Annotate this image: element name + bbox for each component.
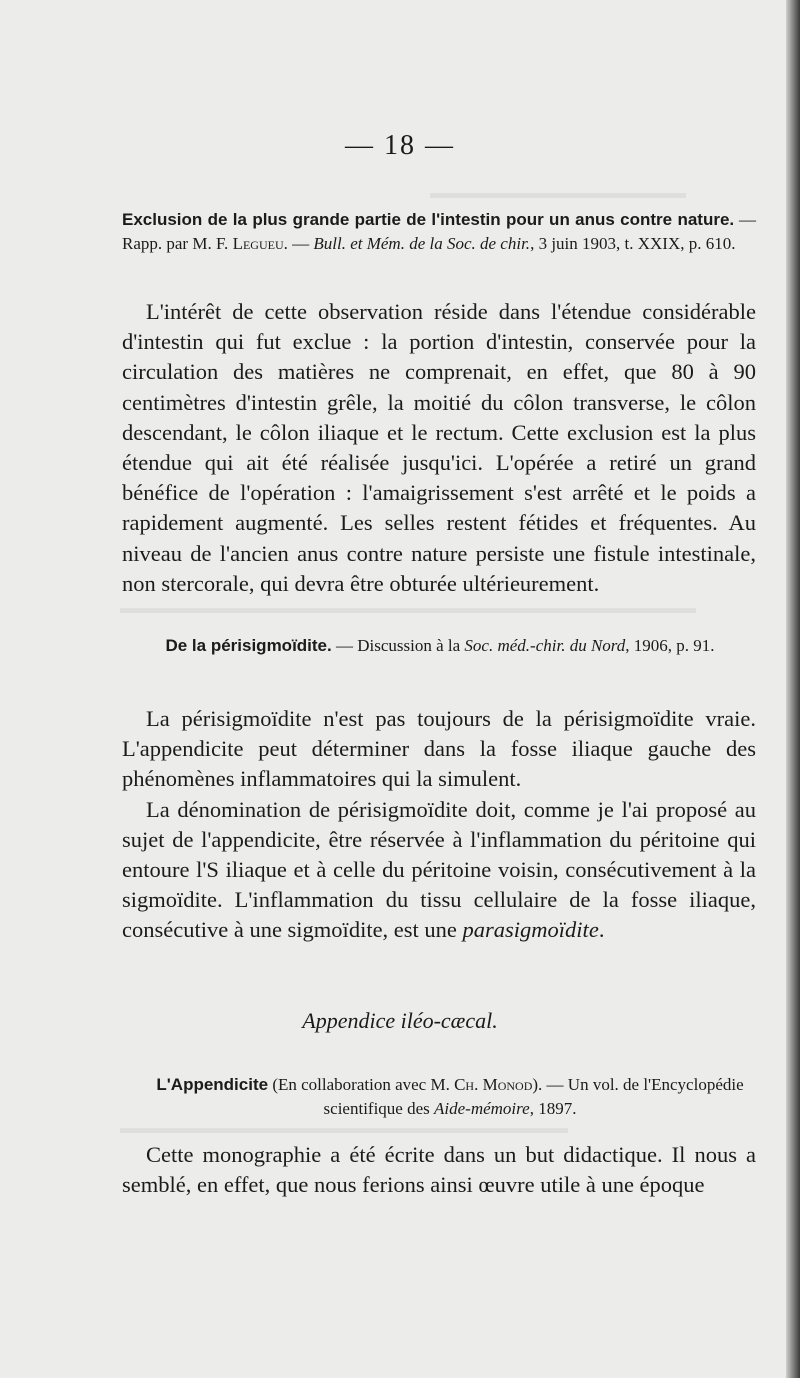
paragraph-text: L'intérêt de cette observation réside dans l'étendue considérable d'intestin qui fut exclue : la portion d'intestin, conservée pour la circulation des matières ne comprenait, en effet, que 80 à 90 centimètres d'intestin grêle, la moitié du côlon transverse, le côlon descendant, le côlon iliaque et le rectum. Cette exclusion est la plus étendue qui ait été réalisée jusqu'ici. L'opérée a retiré un grand bénéfice de l'opération : l'amaigrissement s'est arrêté et le poids a rapidement augmenté. Les selles restent fétides et fréquentes. Au niveau de l'ancien anus contre nature persiste une fistule intestinale, non stercorale, qui devra être obturée ultérieurement. [122,299,756,596]
bibliography-entry-exclusion [122,208,756,256]
bibliography-entry-perisigmoidite [140,634,740,658]
show-through-texture: ▬▬▬▬▬▬▬▬▬▬▬▬▬▬▬▬ [430,185,686,202]
entry-separator: . — [283,234,314,253]
page-edge-shadow [786,0,800,1378]
paragraph-text-end: . [598,917,605,943]
show-through-texture: ▬▬▬▬▬▬▬▬▬▬▬▬▬▬▬▬▬▬▬▬▬▬▬▬▬▬▬▬ [120,1120,568,1137]
entry-collaboration: (En collaboration avec M. [268,1075,455,1094]
bibliography-entry-appendicite [150,1073,750,1121]
entry-date: , 3 juin 1903, t. XXIX, p. 610. [530,234,736,253]
section-heading: Appendice iléo-cæcal. [302,1008,498,1033]
entry-journal: Bull. et Mém. de la Soc. de chir. [313,234,531,253]
paragraph-text-body: La dénomination de périsigmoïdite doit, comme je l'ai proposé au sujet de l'appendicite, être réservée à l'inflammation du péritoine qui entoure l'S iliaque et à celle du péritoine voisin, consécutivement à la sigmoïdite. L'inflammation du tissu cellulaire de la fosse iliaque, consécutive à une sigmoïdite, est une [122,796,756,943]
paragraph-term: parasigmoïdite [462,917,599,943]
paragraph-appendicite [122,1140,756,1200]
entry-series: Aide-mémoire [434,1099,530,1118]
paragraph-text: Cette monographie a été écrite dans un but didactique. Il nous a semblé, en effet, que nous ferions ainsi œuvre utile à une époque [122,1142,756,1198]
show-through-texture: ▬▬▬▬▬▬▬▬▬▬▬▬▬▬▬▬▬▬▬▬▬▬▬▬▬▬▬▬▬▬▬▬▬▬▬▬ [120,600,696,617]
entry-author: Legueu [232,234,284,253]
entry-title: De la périsigmoïdite. [165,636,332,655]
paragraph-text-2 [122,795,756,946]
page-number: — 18 — [345,130,455,161]
entry-date: , 1897. [529,1099,577,1118]
entry-date: , 1906, p. 91. [625,636,715,655]
entry-coauthor: Ch. Monod [454,1075,533,1094]
entry-report-by: — Rapp. par M. F. [122,210,757,253]
entry-journal: Soc. méd.-chir. du Nord [464,636,626,655]
entry-publication: ). — Un vol. de l'Encyclopédie scientifique des [323,1075,744,1118]
entry-title: L'Appendicite [156,1075,269,1094]
entry-discussion: — Discussion à la [331,636,465,655]
paragraph-text: La périsigmoïdite n'est pas toujours de la périsigmoïdite vraie. L'appendicite peut déterminer dans la fosse iliaque gauche des phénomènes inflammatoires qui la simulent. [122,706,756,792]
paragraph-exclusion [122,297,756,599]
entry-title: Exclusion de la plus grande partie de l'intestin pour un anus contre nature. [122,210,735,229]
paragraph-perisigmoidite [122,704,756,946]
